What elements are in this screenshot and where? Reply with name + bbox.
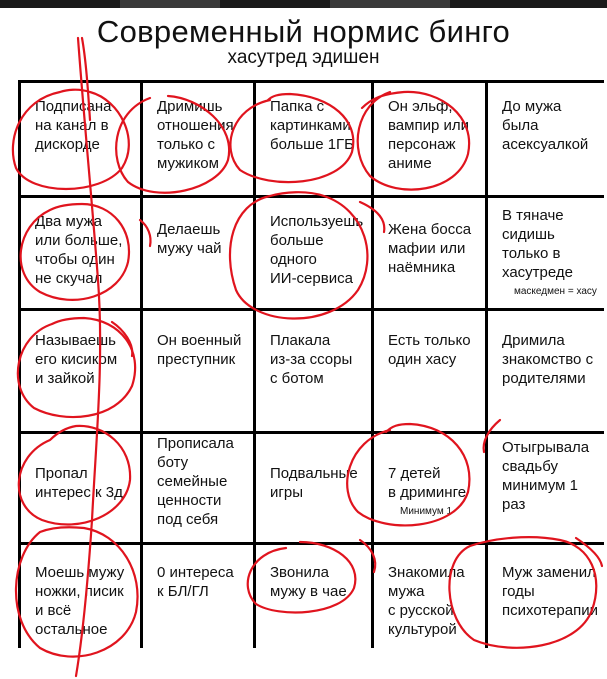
cell-note: Минимум 1 <box>400 506 453 517</box>
bingo-cell[interactable] <box>374 198 485 308</box>
bingo-cell[interactable] <box>488 545 607 657</box>
cell-note: маскедмен = хасу <box>514 286 597 297</box>
cell-text: Папка с картинками больше 1ГБ <box>270 98 355 153</box>
top-bar-segment <box>120 0 220 8</box>
cell-text: Знакомила мужа с русской культурой <box>388 564 465 638</box>
bingo-cell[interactable] <box>488 311 607 431</box>
cell-text: До мужа была асексуалкой <box>502 98 589 153</box>
top-bar <box>0 0 607 8</box>
cell-text: Муж заменил годы психотерапии <box>502 564 598 619</box>
cell-text: Дримила знакомство с родителями <box>502 332 594 387</box>
bingo-cell[interactable] <box>374 434 485 542</box>
cell-text: Подписана на канал в дискорде <box>35 98 112 153</box>
top-bar-segment <box>330 0 450 8</box>
cell-text: Отыгрывала свадьбу минимум 1 раз <box>502 439 590 513</box>
bingo-cell[interactable] <box>374 311 485 431</box>
cell-text: Используешь больше одного ИИ-сервиса <box>270 213 364 287</box>
bingo-cell[interactable] <box>256 311 371 431</box>
bingo-cell[interactable] <box>143 198 253 308</box>
bingo-cell[interactable] <box>488 198 607 308</box>
cell-text: Делаешь мужу чай <box>157 221 222 257</box>
bingo-cell[interactable] <box>143 83 253 195</box>
cell-text: Жена босса мафии или наёмника <box>388 221 472 276</box>
bingo-cell[interactable] <box>21 311 140 431</box>
cell-text: Подвальные игры <box>270 465 358 501</box>
bingo-cell[interactable] <box>374 545 485 657</box>
bingo-cell[interactable] <box>21 198 140 308</box>
cell-text: Дримишь отношения только с мужиком <box>157 98 234 172</box>
cell-text: Называешь его кисиком и зайкой <box>35 332 118 387</box>
bingo-title: Современный нормис бинго <box>96 14 511 49</box>
bingo-board <box>18 80 604 648</box>
cell-text: 7 детей в дриминге <box>388 465 467 501</box>
cell-text: Моешь мужу ножки, писик и всё остальное <box>35 564 125 638</box>
cell-text: 0 интереса к БЛ/ГЛ <box>157 564 234 600</box>
cell-text: Звонила мужу в чае <box>270 564 347 600</box>
bingo-cell[interactable] <box>256 434 371 542</box>
bingo-cell[interactable] <box>488 434 607 542</box>
bingo-cell[interactable] <box>143 545 253 657</box>
bingo-cell[interactable] <box>21 434 140 542</box>
cell-text: Плакала из-за ссоры с ботом <box>270 332 353 387</box>
cell-text: Прописала боту семейные ценности под себя <box>157 435 234 528</box>
bingo-cell[interactable] <box>143 434 253 542</box>
bingo-cell[interactable] <box>256 545 371 657</box>
cell-text: Пропал интерес к 3д <box>35 465 123 501</box>
cell-text: Он военный преступник <box>157 332 242 368</box>
cell-text: В тяначе сидишь только в хасутреде <box>502 207 573 281</box>
cell-text: Есть только один хасу <box>388 332 471 368</box>
bingo-cell[interactable] <box>488 83 607 195</box>
cell-text: Он эльф, вампир или персонаж аниме <box>388 98 469 172</box>
cell-text: Два мужа или больше, чтобы один не скучал <box>35 213 123 287</box>
bingo-cell[interactable] <box>21 545 140 657</box>
bingo-subtitle: хасутред эдишен <box>227 47 380 68</box>
bingo-cell[interactable] <box>374 83 485 195</box>
bingo-cell[interactable] <box>143 311 253 431</box>
bingo-cell[interactable] <box>256 198 371 308</box>
bingo-cell[interactable] <box>256 83 371 195</box>
bingo-cell[interactable] <box>21 83 140 195</box>
